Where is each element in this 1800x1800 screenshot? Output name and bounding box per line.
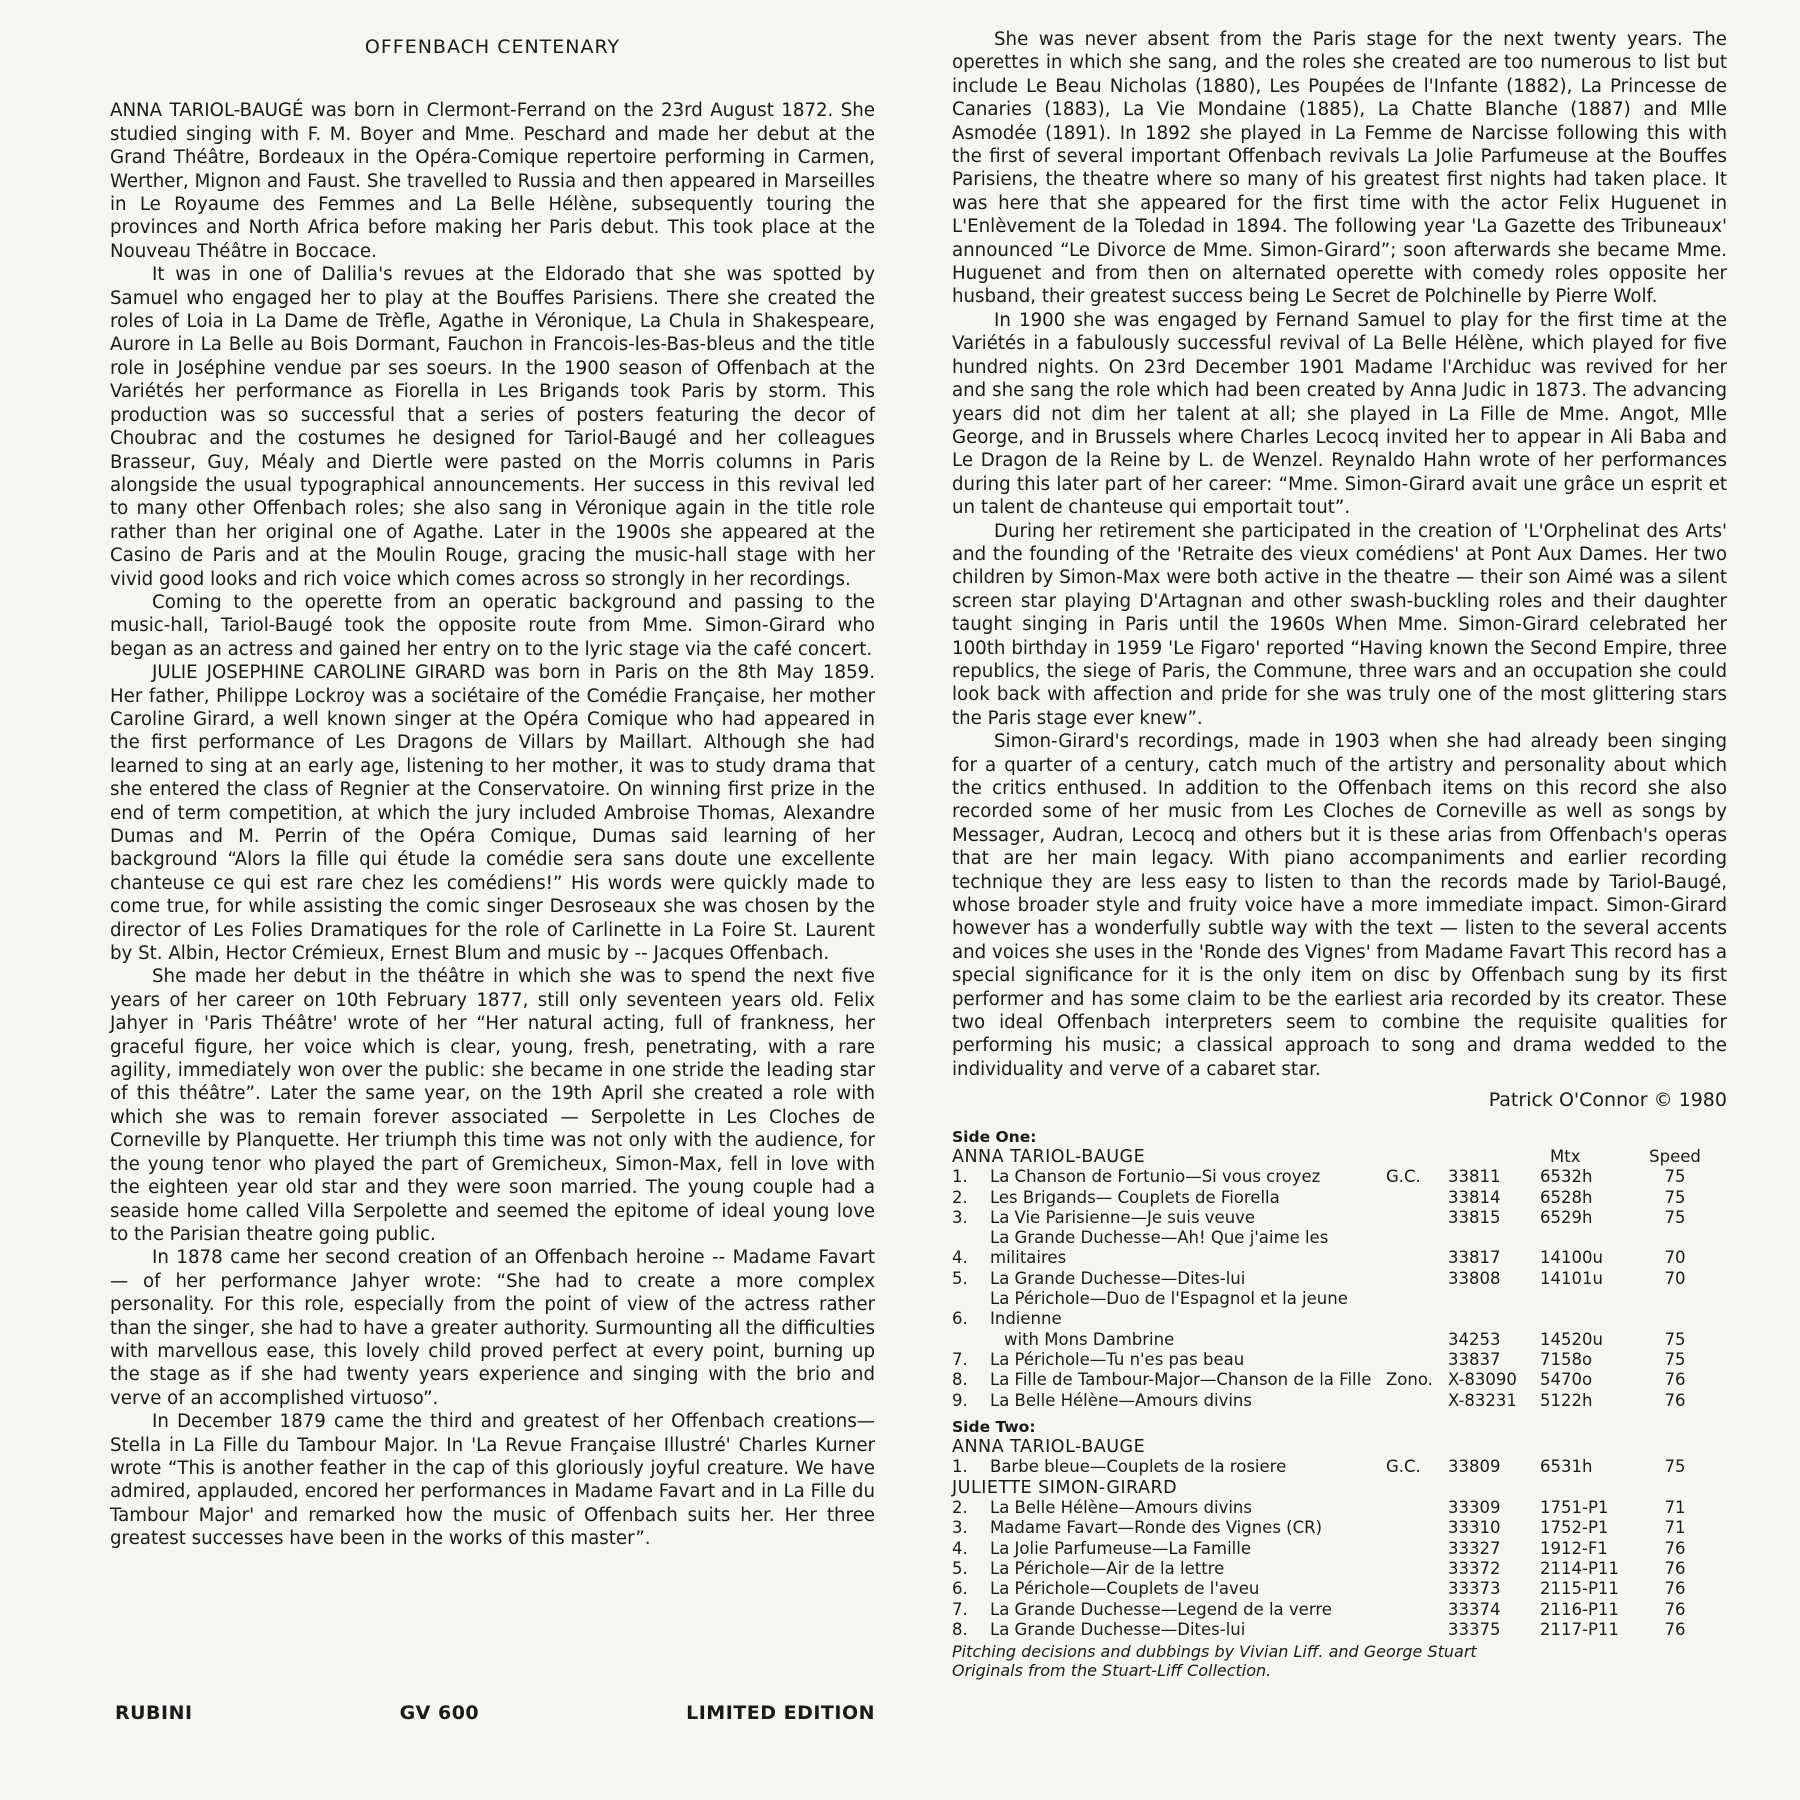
track-title: La Grande Duchesse—Dites-lui <box>990 1268 1246 1288</box>
track-title: with Mons Dambrine <box>1004 1329 1175 1349</box>
track-catalog-number: 33375 <box>1448 1619 1501 1639</box>
track-title: La Grande Duchesse—Legend de la verre <box>990 1599 1332 1619</box>
track-catalog-number: 33327 <box>1448 1538 1501 1558</box>
track-speed: 70 <box>1664 1248 1686 1268</box>
track-label: G.C. <box>1386 1457 1421 1477</box>
track-number: 1. <box>952 1167 968 1187</box>
track-title: La Périchole—Tu n'es pas beau <box>990 1349 1245 1369</box>
track-matrix: 2114-P11 <box>1540 1558 1619 1578</box>
track-speed: 76 <box>1664 1558 1686 1578</box>
track-label: Zono. <box>1386 1370 1433 1390</box>
page-title: OFFENBACH CENTENARY <box>364 36 621 58</box>
track-number: 6. <box>952 1309 968 1329</box>
track-number: 1. <box>952 1457 968 1477</box>
track-speed: 75 <box>1664 1187 1686 1207</box>
footer-bar <box>115 1702 875 1724</box>
paragraph-retirement: During her retirement she participated in the creation of 'L'Orphelinat des Arts' and the founding of the 'Retraite des vieux comédiens' at Pont Aux Dames. Her two children by Simon-Max were both active in the theatre — their son Aimé was a silent screen star playing D'Artagnan and other swash-buckling roles and their daughter taught singing in Paris until the 1960s When Mme. Simon-Girard celebrated her 100th birthday in 1959 'Le Figaro' reported “Having known the Second Empire, three republics, the siege of Paris, the Commune, three wars and an occupation she could look back with affection and pride for she was truly one of the most glittering stars the Paris stage ever knew”. <box>952 520 1727 729</box>
discography-column-headers <box>952 1147 1727 1167</box>
track-row <box>952 1518 1727 1538</box>
track-title: La Vie Parisienne—Je suis veuve <box>990 1207 1256 1227</box>
track-row <box>952 1167 1727 1187</box>
side-one-track-list <box>952 1167 1727 1411</box>
track-catalog-number: 33310 <box>1448 1518 1501 1538</box>
track-speed: 75 <box>1664 1329 1686 1349</box>
track-number: 8. <box>952 1619 968 1639</box>
paragraph-girard-bio: JULIE JOSEPHINE CAROLINE GIRARD was born in Paris on the 8th May 1859. Her father, Philippe Lockroy was a sociétaire of the Comédie Française, her mother Caroline Girard, a well known singer at the Opéra Comique who had appeared in the first performance of Les Dragons de Villars by Maillart. Although she had learned to sing at an early age, listening to her mother, it was to study drama that she entered the class of Regnier at the Conservatoire. On winning first prize in the end of term competition, at which the jury included Ambroise Thomas, Alexandre Dumas and M. Perrin of the Opéra Comique, Dumas said learning of her background “Alors la fille qui étude la comédie sera sans doute une excellente chanteuse ce qui est rare chez les comédiens!” His words were quickly made to come true, for while assisting the comic singer Desroseaux she was chosen by the director of Les Folies Dramatiques for the role of Carlinette in La Foire St. Laurent by St. Albin, Hector Crémieux, Ernest Blum and music by -- Jacques Offenbach. <box>110 662 875 965</box>
track-catalog-number: 33809 <box>1448 1457 1501 1477</box>
track-matrix: 1751-P1 <box>1540 1498 1609 1518</box>
track-row <box>952 1370 1727 1390</box>
track-row <box>952 1269 1727 1289</box>
track-title: Les Brigands— Couplets de Fiorella <box>990 1187 1280 1207</box>
track-title: La Jolie Parfumeuse—La Famille <box>990 1538 1251 1558</box>
track-catalog-number: 33815 <box>1448 1207 1501 1227</box>
track-number: 5. <box>952 1558 968 1578</box>
track-matrix: 6528h <box>1540 1187 1593 1207</box>
track-title: Madame Favart—Ronde des Vignes (CR) <box>990 1518 1323 1538</box>
track-number: 5. <box>952 1268 968 1288</box>
paragraph-paris-stage: She was never absent from the Paris stage for the next twenty years. The operettes in which she sang, and the roles she created are too numerous to list but include Le Beau Nicholas (1880), Les Poupées de l'Infante (1882), La Princesse de Canaries (1883), La Vie Mondaine (1885), La Chatte Blanche (1887) and Mlle Asmodée (1891). In 1892 she played in La Femme de Narcisse following this with the first of several important Offenbach revivals La Jolie Parfumeuse at the Bouffes Parisiens, the theatre where so many of his greatest first nights had taken place. It was here that she appeared for the first time with the actor Felix Huguenet in L'Enlèvement de la Toledad in 1894. The following year 'La Gazette des Tribuneaux' announced “Le Divorce de Mme. Simon-Girard”; soon afterwards she became Mme. Huguenet and from then on alternated operette with comedy roles opposite her husband, their greatest success being Le Secret de Polchinelle by Pierre Wolf. <box>952 29 1727 308</box>
track-matrix: 14100u <box>1540 1248 1603 1268</box>
track-matrix: 6531h <box>1540 1457 1593 1477</box>
track-speed: 75 <box>1664 1457 1686 1477</box>
track-catalog-number: 33309 <box>1448 1498 1501 1518</box>
track-catalog-number: 33373 <box>1448 1579 1501 1599</box>
track-title: La Fille de Tambour-Major—Chanson de la Fille <box>990 1370 1372 1390</box>
credits-line: Originals from the Stuart-Liff Collection. <box>952 1661 1272 1681</box>
paragraph-recordings: Simon-Girard's recordings, made in 1903 when she had already been singing for a quarter of a century, catch much of the artistry and personality about which the critics enthused. In addition to the Offenbach items on this record she also recorded some of her music from Les Cloches de Corneville as well as songs by Messager, Audran, Lecocq and others but it is these arias from Offenbach's operas that are her main legacy. With piano accompaniments and earlier recording technique they are less easy to listen to than the records made by Tariol-Baugé, whose broader style and fruity voice have a more immediate impact. Simon-Girard however has a wonderfully subtle way with the text — listen to the several accents and voices she uses in the 'Ronde des Vignes' from Madame Favart This record has a special significance for it is the only item on disc by Offenbach sung by its first performer and has some claim to be the earliest aria recorded by its creator. These two ideal Offenbach interpreters seem to combine the requisite qualities for performing his music; a classical approach to song and drama wedded to the individuality and verve of a cabaret star. <box>952 731 1727 1080</box>
track-label: G.C. <box>1386 1167 1421 1187</box>
track-number: 2. <box>952 1187 968 1207</box>
track-row <box>952 1559 1727 1579</box>
track-number: 6. <box>952 1579 968 1599</box>
track-row <box>952 1289 1727 1330</box>
footer-edition: LIMITED EDITION <box>686 1702 875 1724</box>
track-title: La Périchole—Air de la lettre <box>990 1558 1225 1578</box>
track-title: La Périchole—Duo de l'Espagnol et la jeune Indienne <box>990 1289 1348 1329</box>
track-catalog-number: X-83231 <box>1448 1390 1517 1410</box>
credits-line: Pitching decisions and dubbings by Vivian Liff. and George Stuart <box>952 1642 1477 1662</box>
track-number: 7. <box>952 1349 968 1369</box>
track-speed: 75 <box>1664 1167 1686 1187</box>
track-title: La Grande Duchesse—Dites-lui <box>990 1619 1246 1639</box>
right-column <box>952 28 1727 1680</box>
track-catalog-number: 33808 <box>1448 1268 1501 1288</box>
track-matrix: 1752-P1 <box>1540 1518 1609 1538</box>
track-title: La Grande Duchesse—Ah! Que j'aime les militaires <box>990 1228 1329 1268</box>
track-matrix: 14101u <box>1540 1268 1603 1288</box>
track-matrix: 5470o <box>1540 1370 1593 1390</box>
track-matrix: 14520u <box>1540 1329 1603 1349</box>
track-catalog-number: 34253 <box>1448 1329 1501 1349</box>
paragraph-varietes-1900: In 1900 she was engaged by Fernand Samuel to play for the first time at the Variétés in a fabulously successful revival of La Belle Hélène, which played for five hundred nights. On 23rd December 1901 Madame l'Archiduc was revived for her and she sang the role which had been created by Anna Judic in 1873. The advancing years did not dim her talent at all; she played in La Fille de Mme. Angot, Mlle George, and in Brussels where Charles Lecocq invited her to appear in Ali Baba and Le Dragon de la Reine by L. de Wenzel. Reynaldo Hahn wrote of her performances during this later part of her career: “Mme. Simon-Girard avait une grâce un esprit et un talent de chanteuse qui emportait tout”. <box>952 309 1727 519</box>
track-catalog-number: 33372 <box>1448 1558 1501 1578</box>
track-row <box>952 1600 1727 1620</box>
track-row <box>952 1188 1727 1208</box>
track-speed: 71 <box>1664 1498 1686 1518</box>
track-number: 7. <box>952 1599 968 1619</box>
track-catalog-number: 33811 <box>1448 1167 1501 1187</box>
side-two-track-list <box>952 1498 1727 1640</box>
track-speed: 76 <box>1664 1599 1686 1619</box>
track-title: La Belle Hélène—Amours divins <box>990 1498 1252 1518</box>
paragraph-madame-favart: In 1878 came her second creation of an Offenbach heroine -- Madame Favart — of her performance Jahyer wrote: “She had to create a more complex personality. For this role, especially from the point of view of the actress rather than the singer, she had to have a greater authority. Surmounting all the difficulties with marvellous ease, this lovely child proved perfect at every point, burning up the stage as if she had twenty years experience and singing with the brio and verve of an accomplished virtuoso”. <box>110 1247 875 1409</box>
artist-heading: ANNA TARIOL-BAUGE <box>952 1437 1146 1458</box>
left-column <box>110 28 875 1551</box>
track-number: 9. <box>952 1390 968 1410</box>
track-matrix: 6529h <box>1540 1207 1593 1227</box>
track-row <box>952 1391 1727 1411</box>
track-title: La Chanson de Fortunio—Si vous croyez <box>990 1167 1321 1187</box>
track-speed: 70 <box>1664 1268 1686 1288</box>
track-row <box>952 1228 1727 1269</box>
track-row <box>952 1350 1727 1370</box>
artist-heading: JULIETTE SIMON-GIRARD <box>952 1477 1178 1498</box>
track-matrix: 1912-F1 <box>1540 1538 1608 1558</box>
track-matrix: 2115-P11 <box>1540 1579 1619 1599</box>
track-row <box>952 1579 1727 1599</box>
side-two-heading: Side Two: <box>952 1417 1036 1436</box>
track-catalog-number: X-83090 <box>1448 1370 1517 1390</box>
track-catalog-number: 33814 <box>1448 1187 1501 1207</box>
credits-note <box>952 1642 1727 1680</box>
track-title: La Périchole—Couplets de l'aveu <box>990 1579 1260 1599</box>
track-row <box>952 1330 1727 1350</box>
track-number: 4. <box>952 1248 968 1268</box>
paragraph-tariol-bauge-bio: ANNA TARIOL-BAUGÉ was born in Clermont-Ferrand on the 23rd August 1872. She studied singing with F. M. Boyer and Mme. Peschard and made her debut at the Grand Théâtre, Bordeaux in the Opéra-Comique repertoire performing in Carmen, Werther, Mignon and Faust. She travelled to Russia and then appeared in Marseilles in Le Royaume des Femmes and La Belle Hélène, subsequently touring the provinces and North Africa before making her Paris debut. This took place at the Nouveau Théâtre in Boccace. <box>110 100 875 262</box>
track-matrix: 2116-P11 <box>1540 1599 1619 1619</box>
track-number: 3. <box>952 1207 968 1227</box>
discography <box>952 1127 1727 1680</box>
track-speed: 76 <box>1664 1538 1686 1558</box>
track-matrix: 5122h <box>1540 1390 1593 1410</box>
track-row <box>952 1498 1727 1518</box>
track-number: 2. <box>952 1498 968 1518</box>
track-catalog-number: 33374 <box>1448 1599 1501 1619</box>
track-number: 3. <box>952 1518 968 1538</box>
paragraph-debut-1877: She made her debut in the théâtre in which she was to spend the next five years of her career on 10th February 1877, still only seventeen years old. Felix Jahyer in 'Paris Théâtre' wrote of her “Her natural acting, full of frankness, her graceful figure, her voice which is clear, young, fresh, penetrating, with a rare agility, immediately won over the public: she became in one stride the leading star of this théâtre”. Later the same year, on the 19th April she created a role with which she was to remain forever associated — Serpolette in Les Cloches de Corneville by Planquette. Her triumph this time was not only with the audience, for the young tenor who played the part of Gremicheux, Simon-Max, fell in love with the eighteen year old star and they were soon married. The young couple had a seaside home called Villa Serpolette and seemed the epitome of ideal young love to the Parisian theatre going public. <box>110 966 875 1245</box>
side-one-heading: Side One: <box>952 1127 1037 1146</box>
track-row <box>952 1208 1727 1228</box>
footer-catalog-number: GV 600 <box>399 1702 480 1724</box>
track-speed: 76 <box>1664 1579 1686 1599</box>
track-number: 4. <box>952 1538 968 1558</box>
footer-label: RUBINI <box>115 1702 193 1724</box>
track-matrix: 7158o <box>1540 1349 1593 1369</box>
track-catalog-number: 33817 <box>1448 1248 1501 1268</box>
track-row <box>952 1457 1727 1477</box>
track-row <box>952 1539 1727 1559</box>
paragraph-tambour-major: In December 1879 came the third and greatest of her Offenbach creations—Stella in La Fille du Tambour Major. In 'La Revue Française Illustré' Charles Kurner wrote “This is another feather in the cap of this gloriously joyful creature. We have admired, applauded, encored her performances in Madame Favart and in La Fille du Tambour Major' and remarked how the music of Offenbach suits her. Her three greatest successes have been in the works of this master”. <box>110 1411 875 1550</box>
track-speed: 75 <box>1664 1207 1686 1227</box>
track-matrix: 2117-P11 <box>1540 1619 1619 1639</box>
paragraph-operette-route: Coming to the operette from an operatic background and passing to the music-hall, Tariol-Baugé took the opposite route from Mme. Simon-Girard who began as an actress and gained her entry on to the lyric stage via the café concert. <box>110 591 875 660</box>
track-title: Barbe bleue—Couplets de la rosiere <box>990 1457 1287 1477</box>
artist-heading: ANNA TARIOL-BAUGE <box>952 1146 1146 1167</box>
track-speed: 75 <box>1664 1349 1686 1369</box>
track-matrix: 6532h <box>1540 1167 1593 1187</box>
track-speed: 76 <box>1664 1619 1686 1639</box>
column-header-speed: Speed <box>1649 1146 1701 1166</box>
track-speed: 76 <box>1664 1390 1686 1410</box>
track-speed: 76 <box>1664 1370 1686 1390</box>
author-signature: Patrick O'Connor © 1980 <box>1488 1089 1727 1112</box>
side-two-track-list <box>952 1457 1727 1477</box>
track-title: La Belle Hélène—Amours divins <box>990 1390 1252 1410</box>
track-row <box>952 1620 1727 1640</box>
track-catalog-number: 33837 <box>1448 1349 1501 1369</box>
track-number: 8. <box>952 1370 968 1390</box>
column-header-mtx: Mtx <box>1550 1146 1581 1166</box>
paragraph-bouffes-parisiens: It was in one of Dalilia's revues at the Eldorado that she was spotted by Samuel who engaged her to play at the Bouffes Parisiens. There she created the roles of Loia in La Dame de Trèfle, Agathe in Véronique, La Chula in Shakespeare, Aurore in La Belle au Bois Dormant, Fauchon in Francois-les-Bas-bleus and the title role in Joséphine vendue par ses soeurs. In the 1900 season of Offenbach at the Variétés her performance as Fiorella in Les Brigands took Paris by storm. This production was so successful that a series of posters featuring the decor of Choubrac and the costumes he designed for Tariol-Baugé and her colleagues Brasseur, Guy, Méaly and Diertle were pasted on the Morris columns in Paris alongside the usual typographical announcements. Her success in this revival led to many other Offenbach roles; she also sang in Véronique again in the title role rather than her original one of Agathe. Later in the 1900s she appeared at the Casino de Paris and at the Moulin Rouge, gracing the music-hall stage with her vivid good looks and rich voice which comes across so strongly in her recordings. <box>110 264 875 590</box>
track-speed: 71 <box>1664 1518 1686 1538</box>
